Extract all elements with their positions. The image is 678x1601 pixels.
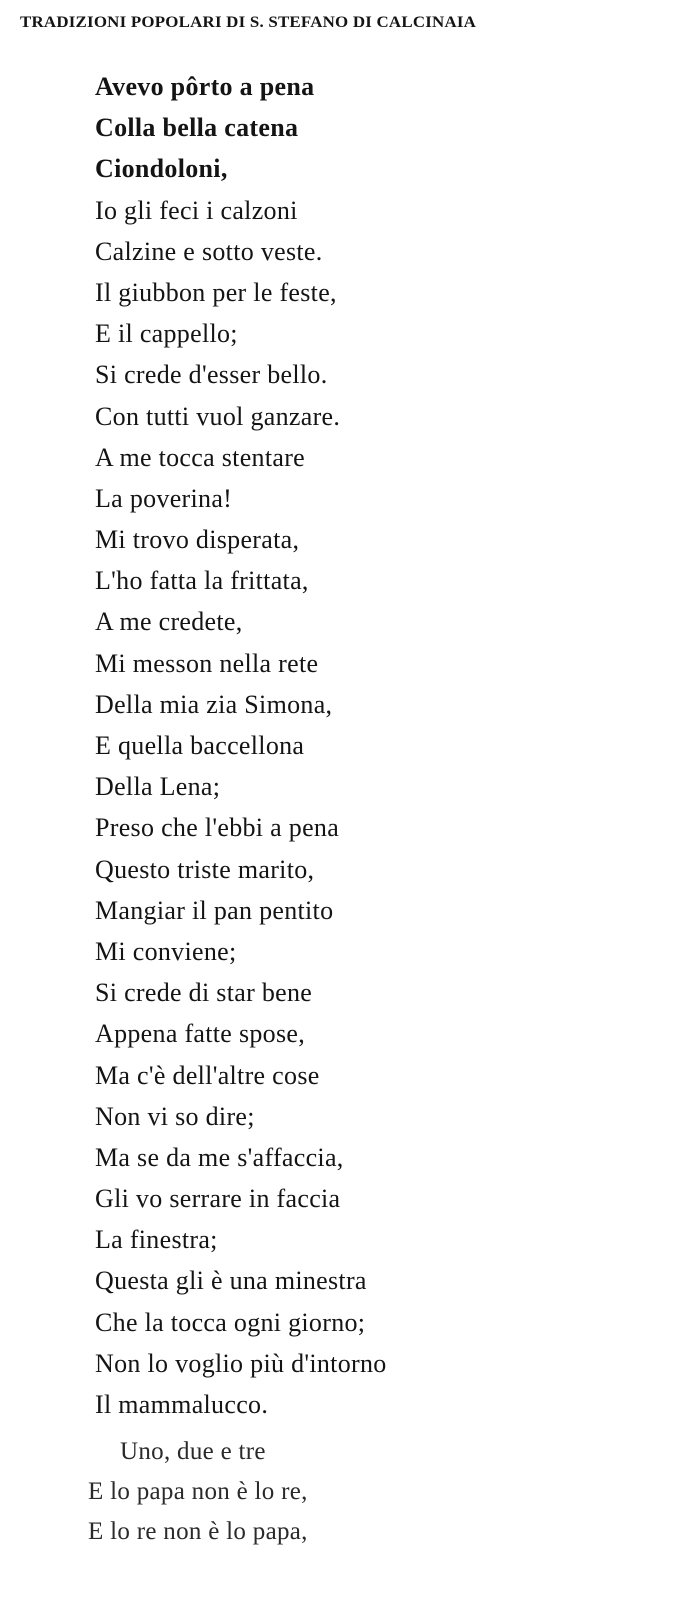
verse-line: Il mammalucco. [95,1390,269,1419]
verse-line: Ma c'è dell'altre cose [95,1060,320,1090]
verse-line: Con tutti vuol ganzare. [95,401,341,431]
verse-line: Ma se da me s'affaccia, [95,1142,344,1172]
verse-line: Calzine e sotto veste. [95,236,323,266]
verse-line: Uno, due e tre [120,1438,266,1465]
verse-line: Ciondoloni, [95,154,228,184]
verse-line: Si crede d'esser bello. [95,360,328,390]
verse-line: E lo re non è lo papa, [88,1518,308,1545]
verse-line: L'ho fatta la frittata, [95,566,309,596]
verse-line: La finestra; [95,1225,218,1255]
verse-line: E quella baccellona [95,731,305,760]
verse-line: Gli vo serrare in faccia [95,1184,341,1214]
verse-line: Colla bella catena [95,113,299,143]
poem-stanza-2 [88,1432,648,1552]
verse-line: Che la tocca ogni giorno; [95,1307,366,1337]
verse-line: Io gli feci i calzoni [95,195,298,225]
verse-line: Mi messon nella rete [95,648,319,678]
verse-line: Mangiar il pan pentito [95,895,334,925]
verse-line: Mi trovo disperata, [95,525,300,555]
poem-stanza-1 [95,66,655,1425]
verse-line: Mi conviene; [95,936,237,966]
verse-line: La poverina! [95,483,233,513]
verse-line: Preso che l'ebbi a pena [95,813,340,843]
verse-line: Della mia zia Simona, [95,689,333,719]
verse-line: Questa gli è una minestra [95,1266,367,1296]
verse-line: A me credete, [95,607,243,637]
verse-line: Questo triste marito, [95,854,315,884]
verse-line: E lo papa non è lo re, [88,1478,308,1505]
verse-line: Della Lena; [95,772,221,802]
verse-line: E il cappello; [95,319,238,349]
verse-line: Non lo voglio più d'intorno [95,1348,387,1378]
verse-line: Si crede di star bene [95,978,313,1008]
verse-line: Avevo pôrto a pena [95,72,315,101]
verse-line: Il giubbon per le feste, [95,277,337,307]
verse-line: Appena fatte spose, [95,1019,306,1049]
verse-line: A me tocca stentare [95,442,305,472]
running-head: TRADIZIONI POPOLARI DI S. STEFANO DI CALCINAIA [20,14,477,31]
verse-line: Non vi so dire; [95,1101,255,1131]
